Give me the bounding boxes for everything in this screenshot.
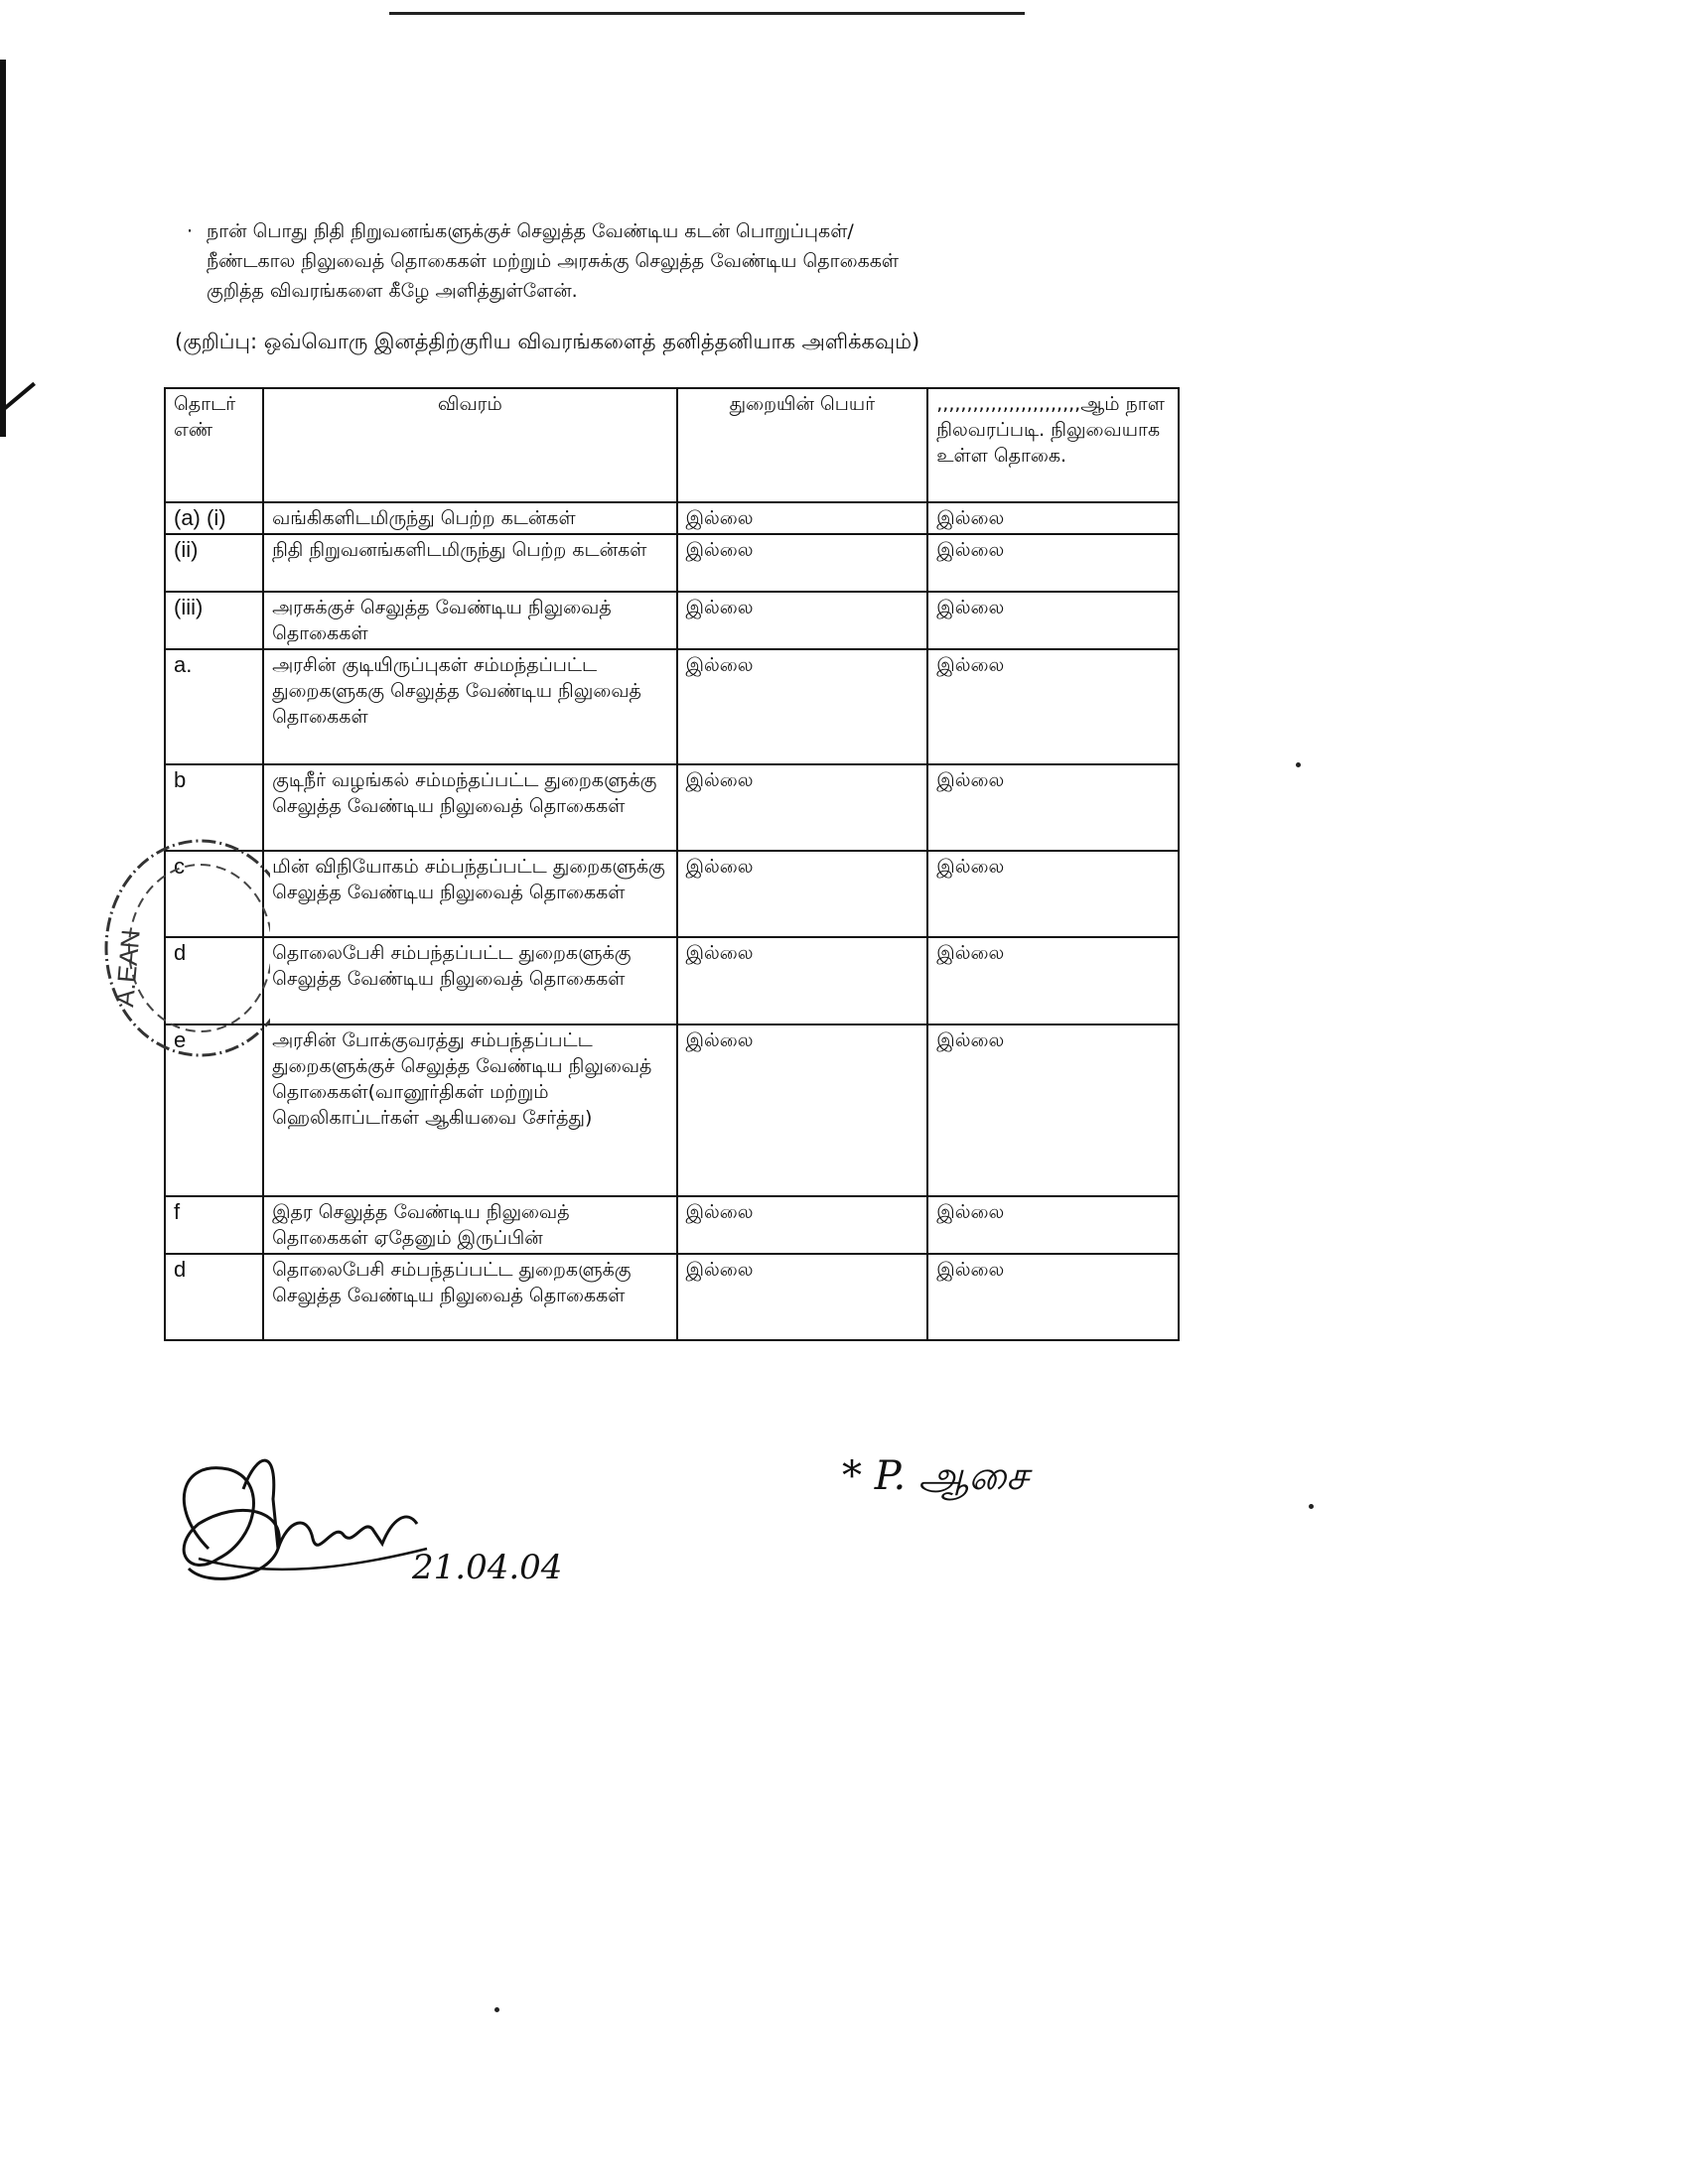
row-amount: இல்லை (927, 502, 1179, 534)
note-text: (குறிப்பு: ஒவ்வொரு இனத்திற்குரிய விவரங்களைத் தனித்தனியாக அளிக்கவும்) (175, 330, 920, 353)
row-detail: மின் விநியோகம் சம்பந்தப்பட்ட துறைகளுக்கு செலுத்த வேண்டிய நிலுவைத் தொகைகள் (263, 851, 676, 937)
table-row (165, 937, 1179, 1024)
table-row (165, 764, 1179, 851)
row-amount: இல்லை (927, 937, 1179, 1024)
row-amount: இல்லை (927, 1024, 1179, 1196)
row-detail: தொலைபேசி சம்பந்தப்பட்ட துறைகளுக்கு செலுத்த வேண்டிய நிலுவைத் தொகைகள் (263, 1254, 676, 1340)
row-detail: குடிநீர் வழங்கல் சம்மந்தப்பட்ட துறைகளுக்கு செலுத்த வேண்டிய நிலுவைத் தொகைகள் (263, 764, 676, 851)
liabilities-table (164, 387, 1180, 1341)
speck (1296, 762, 1301, 767)
seal-text: A.EAN (109, 928, 146, 1009)
row-serial: c (165, 851, 263, 937)
row-dept: இல்லை (677, 649, 928, 764)
row-dept: இல்லை (677, 1196, 928, 1254)
row-serial: f (165, 1196, 263, 1254)
table-row (165, 851, 1179, 937)
header-dept: துறையின் பெயர் (677, 388, 928, 502)
row-detail: தொலைபேசி சம்பந்தப்பட்ட துறைகளுக்கு செலுத்த வேண்டிய நிலுவைத் தொகைகள் (263, 937, 676, 1024)
signature-date: 21.04.04 (412, 1548, 563, 1587)
table-header-row (165, 388, 1179, 502)
row-serial: d (165, 937, 263, 1024)
row-detail: இதர செலுத்த வேண்டிய நிலுவைத் தொகைகள் ஏதேனும் இருப்பின் (263, 1196, 676, 1254)
row-dept: இல்லை (677, 764, 928, 851)
row-serial: a. (165, 649, 263, 764)
intro-paragraph (189, 216, 1132, 306)
row-dept: இல்லை (677, 937, 928, 1024)
row-amount: இல்லை (927, 534, 1179, 592)
row-detail: வங்கிகளிடமிருந்து பெற்ற கடன்கள் (263, 502, 676, 534)
row-dept: இல்லை (677, 851, 928, 937)
table-row (165, 502, 1179, 534)
row-serial: e (165, 1024, 263, 1196)
row-detail: அரசின் போக்குவரத்து சம்பந்தப்பட்ட துறைகளுக்குச் செலுத்த வேண்டிய நிலுவைத் தொகைகள்(வானூர்திகள் மற்றும் ஹெலிகாப்டர்கள் ஆகியவை சேர்த்து) (263, 1024, 676, 1196)
row-amount: இல்லை (927, 649, 1179, 764)
row-serial: d (165, 1254, 263, 1340)
initials-text: * P. ஆசை (842, 1453, 1029, 1499)
header-serial: தொடர் எண் (165, 388, 263, 502)
initials (842, 1430, 1180, 1519)
row-amount: இல்லை (927, 592, 1179, 649)
top-rule (389, 12, 1025, 15)
speck (1309, 1504, 1314, 1509)
table-row (165, 1024, 1179, 1196)
row-serial: (a) (i) (165, 502, 263, 534)
row-detail: அரசின் குடியிருப்புகள் சம்மந்தப்பட்ட துறைகளுககு செலுத்த வேண்டிய நிலுவைத் தொகைகள் (263, 649, 676, 764)
table-row (165, 1254, 1179, 1340)
intro-line-3: குறித்த விவரங்களை கீழே அளித்துள்ளேன். (207, 280, 578, 302)
row-amount: இல்லை (927, 764, 1179, 851)
scan-edge-mark (0, 60, 6, 437)
header-amount: ,,,,,,,,,,,,,,,,,,,,,,,,ஆம் நாள நிலவரப்படி. நிலுவையாக உள்ள தொகை. (927, 388, 1179, 502)
row-dept: இல்லை (677, 1254, 928, 1340)
table-row (165, 592, 1179, 649)
intro-bullet: · (187, 220, 194, 242)
row-amount: இல்லை (927, 1254, 1179, 1340)
signature (149, 1430, 665, 1608)
office-seal (91, 834, 270, 1062)
row-detail: அரசுக்குச் செலுத்த வேண்டிய நிலுவைத் தொகைகள் (263, 592, 676, 649)
table-row (165, 534, 1179, 592)
row-dept: இல்லை (677, 502, 928, 534)
scan-edge-tick (3, 382, 36, 411)
row-serial: (ii) (165, 534, 263, 592)
row-amount: இல்லை (927, 851, 1179, 937)
row-dept: இல்லை (677, 534, 928, 592)
intro-line-2: நீண்டகால நிலுவைத் தொகைகள் மற்றும் அரசுக்கு செலுத்த வேண்டிய தொகைகள் (207, 250, 900, 272)
row-dept: இல்லை (677, 1024, 928, 1196)
header-detail: விவரம் (263, 388, 676, 502)
row-dept: இல்லை (677, 592, 928, 649)
row-serial: (iii) (165, 592, 263, 649)
row-detail: நிதி நிறுவனங்களிடமிருந்து பெற்ற கடன்கள் (263, 534, 676, 592)
speck (494, 2007, 499, 2012)
table-row (165, 1196, 1179, 1254)
row-serial: b (165, 764, 263, 851)
intro-line-1: நான் பொது நிதி நிறுவனங்களுக்குச் செலுத்த வேண்டிய கடன் பொறுப்புகள்/ (207, 220, 854, 242)
table-row (165, 649, 1179, 764)
row-amount: இல்லை (927, 1196, 1179, 1254)
